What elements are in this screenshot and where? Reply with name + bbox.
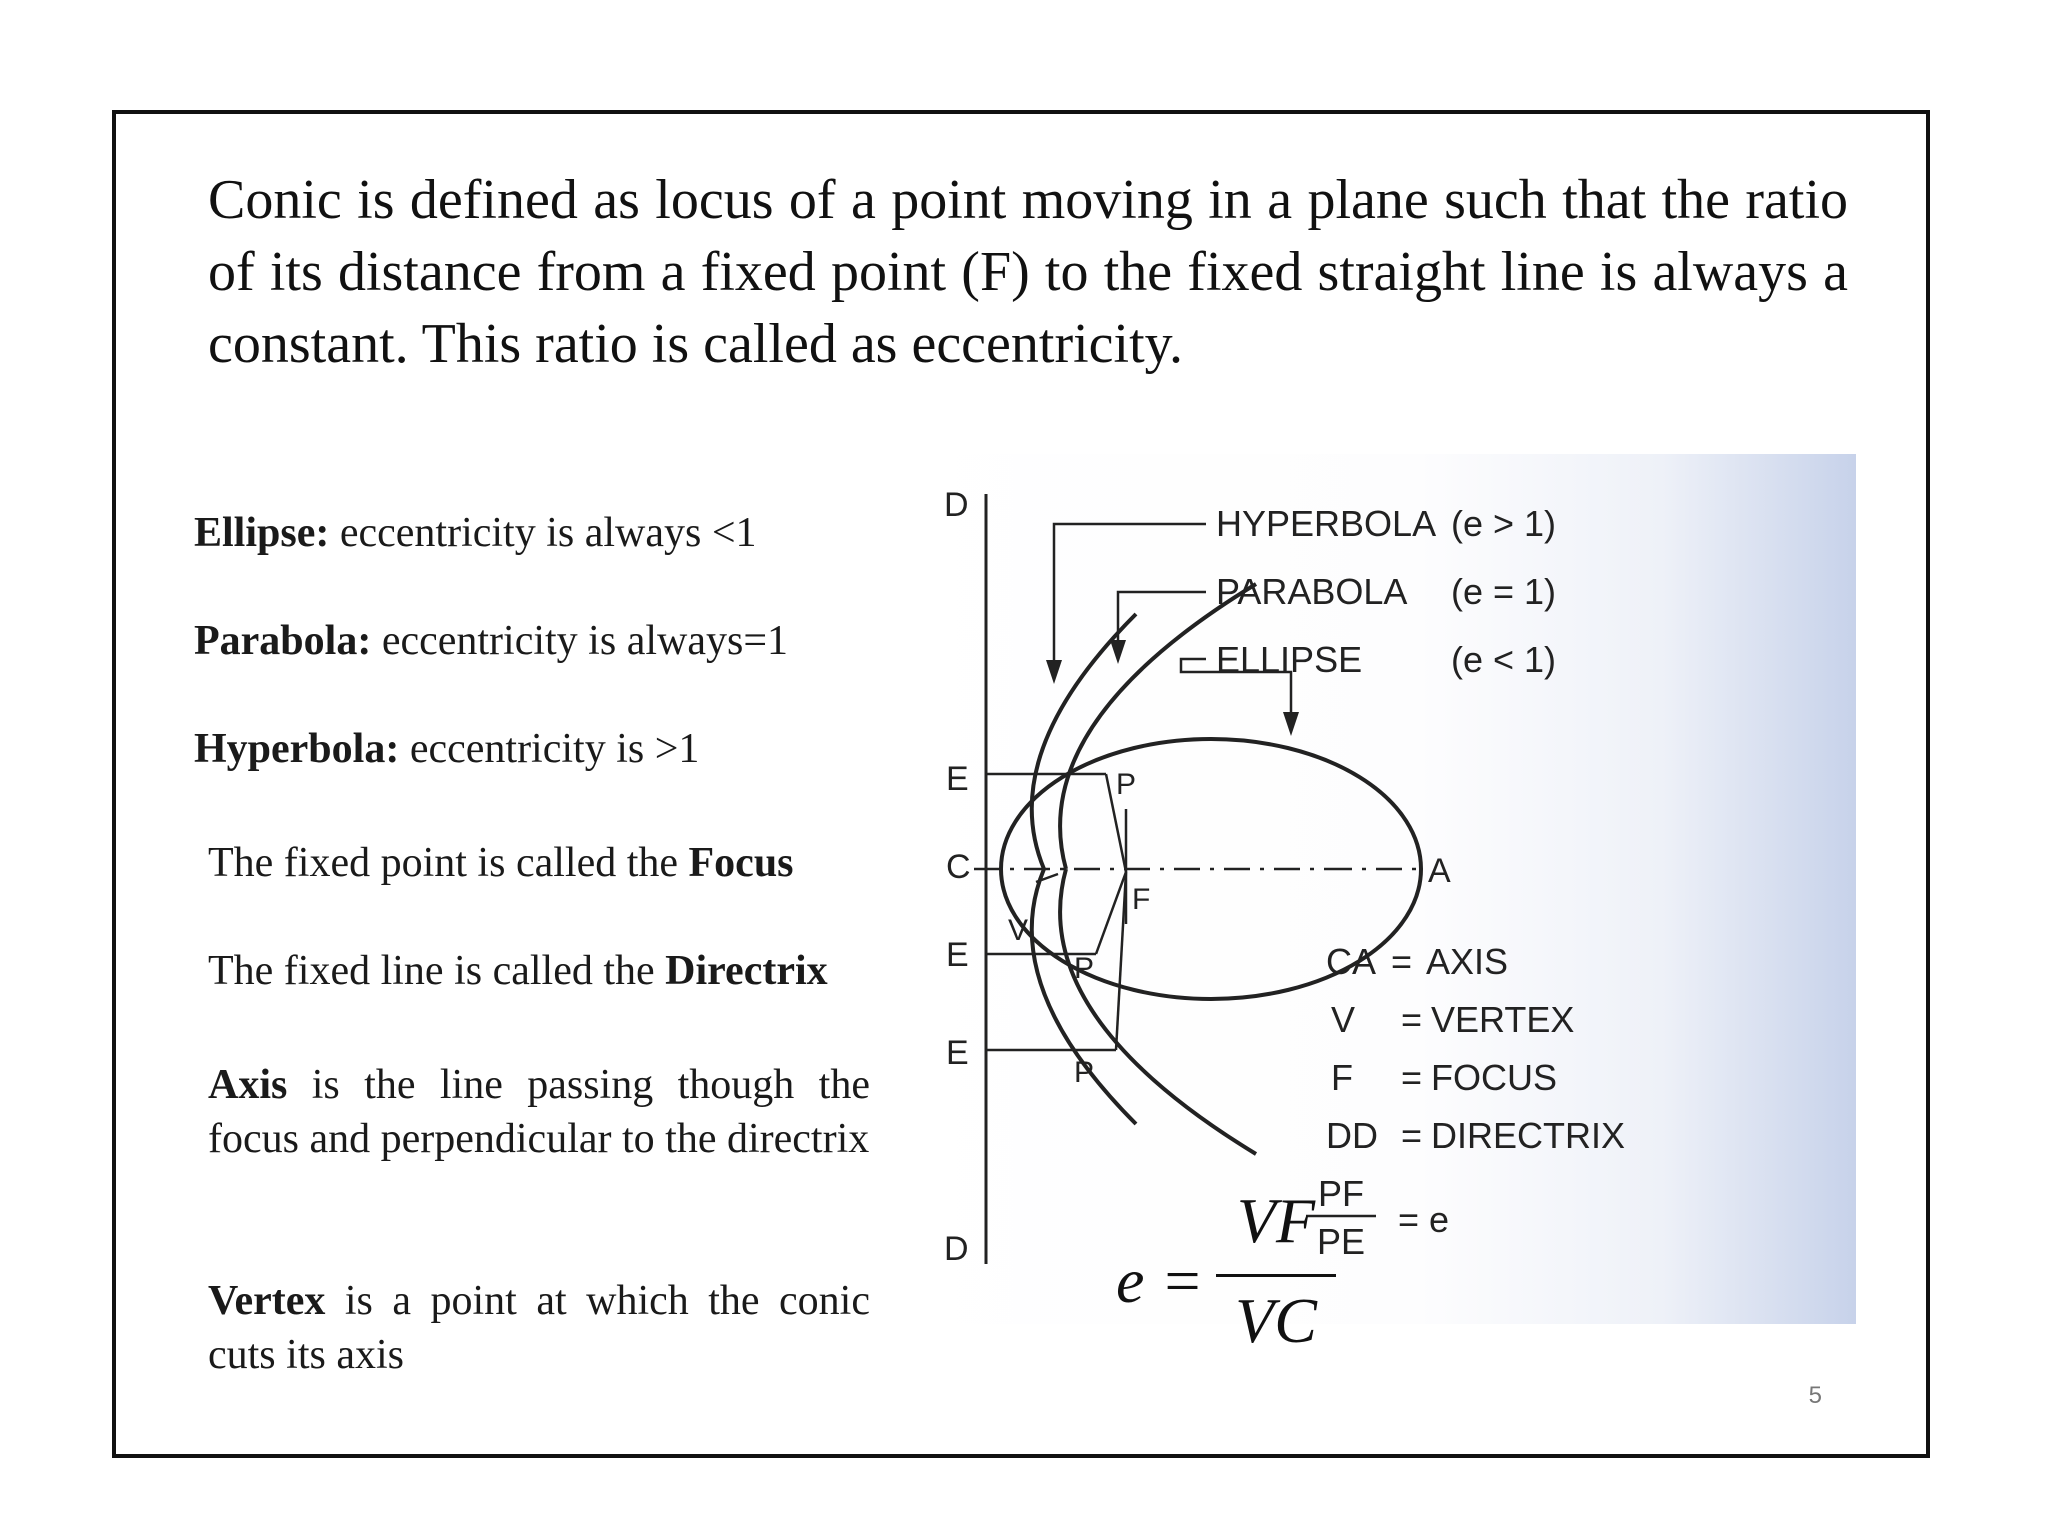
page-number: 5 <box>1808 1382 1822 1409</box>
label-p-top: P <box>1116 768 1137 801</box>
key-v-name: VERTEX <box>1431 999 1575 1040</box>
legend-ellipse-name: ELLIPSE <box>1216 639 1363 680</box>
vertex-text: is a point at which the conic cuts its axis <box>208 1278 870 1378</box>
legend-ellipse-cond: (e < 1) <box>1451 639 1557 680</box>
hyperbola-text: eccentricity is >1 <box>399 726 700 772</box>
axis-text: is the line passing though the focus and perpendicular to the directrix <box>208 1062 870 1162</box>
axis-term: Axis <box>208 1062 288 1108</box>
vertex-term: Vertex <box>208 1278 326 1324</box>
parabola-curve <box>1060 584 1256 869</box>
ellipse-term: Ellipse: <box>194 510 330 556</box>
label-e-bottom: E <box>946 1034 969 1072</box>
parabola-term: Parabola: <box>194 618 372 664</box>
key-f-sym: F <box>1331 1057 1353 1098</box>
legend-hyperbola-name: HYPERBOLA <box>1216 503 1437 544</box>
axis-definition <box>208 1058 870 1166</box>
ellipse-text: eccentricity is always <1 <box>329 510 757 556</box>
eccentricity-formula <box>1116 1184 1376 1374</box>
key-v-sym: V <box>1331 999 1356 1040</box>
label-v: V <box>1008 914 1029 947</box>
key-ca-name: AXIS <box>1426 941 1509 982</box>
label-e-top: E <box>946 760 969 798</box>
legend-parabola-cond: (e = 1) <box>1451 571 1557 612</box>
label-f: F <box>1132 883 1151 916</box>
key-f-name: FOCUS <box>1431 1057 1557 1098</box>
label-p-middle: P <box>1074 952 1095 985</box>
label-p-bottom: P <box>1074 1056 1095 1089</box>
formula-lhs: e = <box>1116 1245 1204 1316</box>
parabola-leader <box>1118 592 1206 654</box>
parabola-arrowhead <box>1110 640 1126 664</box>
ellipse-definition <box>194 506 757 560</box>
label-d-top: D <box>944 486 969 524</box>
ratio-rhs: = e <box>1398 1199 1450 1240</box>
directrix-term: Directrix <box>665 948 828 994</box>
legend-parabola-name: PARABOLA <box>1216 571 1408 612</box>
conic-figure <box>886 454 1886 1454</box>
formula-fraction-bar <box>1216 1274 1336 1277</box>
directrix-prefix: The fixed line is called the <box>208 948 666 994</box>
label-c: C <box>946 848 971 886</box>
key-ca-sym: CA <box>1326 941 1377 982</box>
key-v-eq: = <box>1401 999 1423 1040</box>
hyperbola-arrowhead <box>1046 660 1062 684</box>
directrix-definition <box>208 944 828 998</box>
formula-denominator: VC <box>1235 1285 1317 1356</box>
parabola-definition <box>194 614 788 668</box>
ellipse-arrowhead <box>1283 712 1299 736</box>
label-a: A <box>1428 852 1451 890</box>
key-dd-name: DIRECTRIX <box>1431 1115 1626 1156</box>
ratio-numerator: PF <box>1317 1173 1365 1214</box>
hyperbola-term: Hyperbola: <box>194 726 400 772</box>
focus-definition <box>208 836 794 890</box>
label-d-bottom: D <box>944 1230 969 1268</box>
parabola-text: eccentricity is always=1 <box>371 618 789 664</box>
key-dd-eq: = <box>1401 1115 1423 1156</box>
vertex-definition <box>208 1274 870 1382</box>
legend-hyperbola-cond: (e > 1) <box>1451 503 1557 544</box>
conic-diagram <box>886 454 1886 1454</box>
key-f-eq: = <box>1401 1057 1423 1098</box>
focus-term: Focus <box>688 840 794 886</box>
ratio-denominator: PE <box>1316 1221 1366 1262</box>
hyperbola-definition <box>194 722 699 776</box>
label-e-middle: E <box>946 936 969 974</box>
focus-prefix: The fixed point is called the <box>208 840 689 886</box>
key-ca-eq: = <box>1391 941 1413 982</box>
hyperbola-leader <box>1054 524 1206 676</box>
intro-paragraph: Conic is defined as locus of a point moving in a plane such that the ratio of its distance from a fixed point (F) to the fixed straight line is always a constant. This ratio is called as eccentricity. <box>208 169 1848 375</box>
formula-numerator: VF <box>1236 1185 1316 1256</box>
key-dd-sym: DD <box>1326 1115 1378 1156</box>
slide <box>112 110 1930 1458</box>
